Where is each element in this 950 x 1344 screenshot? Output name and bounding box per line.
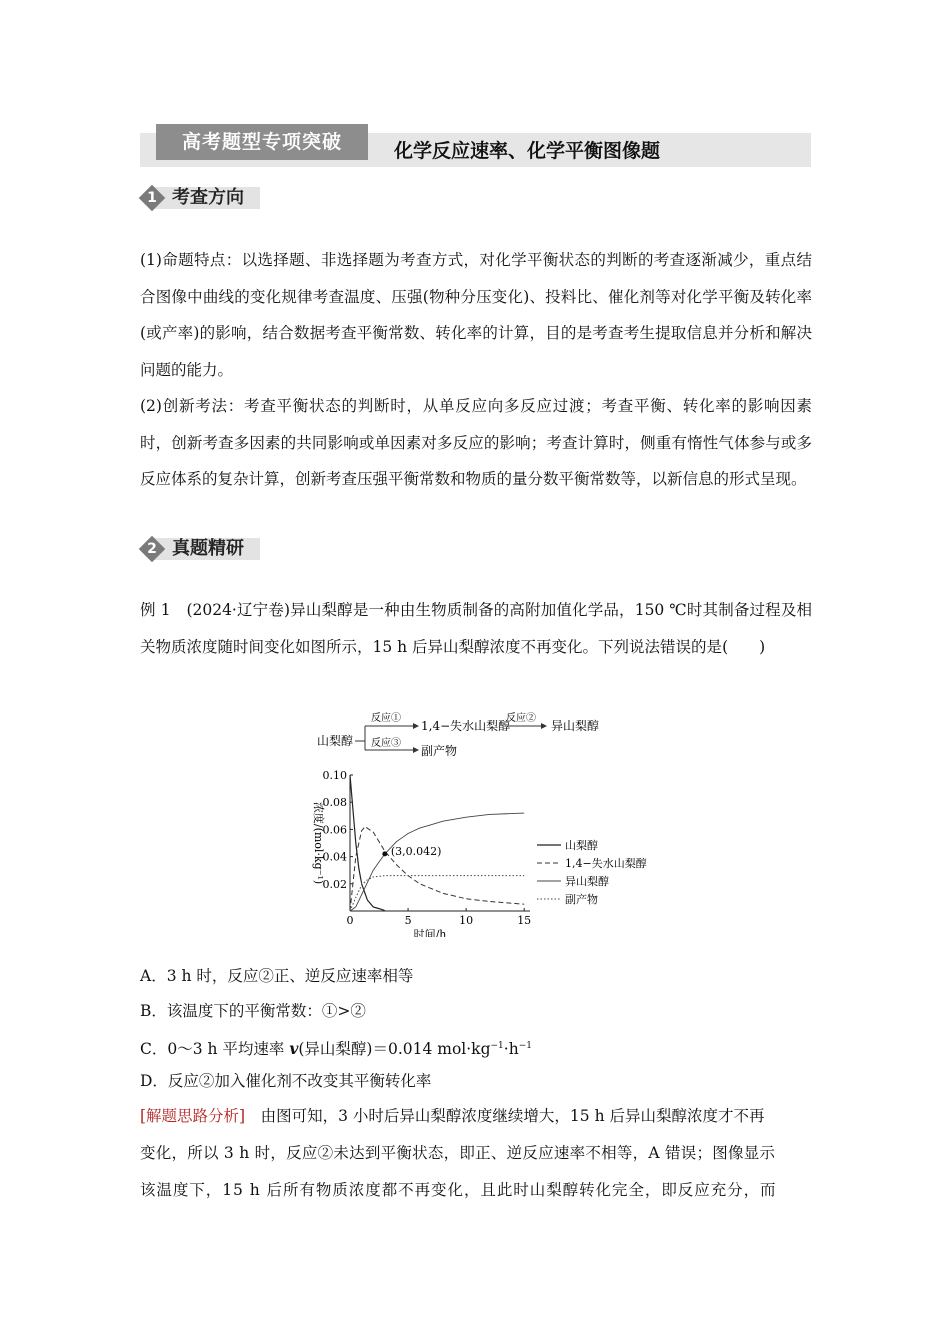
y-tick-label: 0.04 bbox=[322, 850, 347, 864]
y-tick-label: 0.02 bbox=[322, 877, 347, 891]
analysis-label: [解题思路分析] bbox=[140, 1107, 246, 1125]
scheme-arrowhead-3 bbox=[413, 747, 419, 753]
scheme-r3: 反应③ bbox=[371, 738, 401, 749]
option-d: D．反应②加入催化剂不改变其平衡转化率 bbox=[140, 1072, 432, 1090]
example-label: 例 1 bbox=[140, 601, 171, 619]
y-tick-label: 0.06 bbox=[322, 823, 347, 837]
x-tick-label: 10 bbox=[459, 914, 474, 927]
series-line-3 bbox=[350, 813, 524, 911]
x-axis-label: 时间/h bbox=[413, 928, 447, 937]
scheme-arrowhead-2 bbox=[541, 723, 547, 729]
annotation-point bbox=[382, 851, 387, 856]
header-tag: 高考题型专项突破 bbox=[156, 124, 368, 160]
chart-series bbox=[350, 775, 524, 911]
option-c-prefix: C．0～3 h 平均速率 bbox=[140, 1040, 290, 1059]
option-c-v: v bbox=[289, 1039, 299, 1059]
series-line-2 bbox=[350, 827, 524, 911]
figure bbox=[305, 705, 665, 937]
example-text: 异山梨醇是一种由生物质制备的高附加值化学品，150 ℃时其制备过程及相关物质浓度随时间变化如图所示，15 h 后异山梨醇浓度不再变化。下列说法错误的是( ) bbox=[140, 601, 812, 656]
chart-legend bbox=[537, 838, 647, 906]
section-label: 真题精研 bbox=[172, 538, 244, 559]
section-number: 1 bbox=[147, 190, 157, 206]
paragraph-2: (2)创新考法：考查平衡状态的判断时，从单反应向多反应过渡；考查平衡、转化率的影响因素时，创新考查多因素的共同影响或单因素对多反应的影响；考查计算时，侧重有惰性气体参与或多反应体系的复杂计算，创新考查压强平衡常数和物质的量分数平衡常数等，以新信息的形式呈现。 bbox=[140, 397, 812, 488]
section-number: 2 bbox=[147, 541, 157, 557]
option-c-sup2: −1 bbox=[518, 1041, 532, 1051]
analysis-line-3: 该温度下，15 h 后所有物质浓度都不再变化，且此时山梨醇转化完全，即反应充分，而 bbox=[140, 1181, 777, 1199]
scheme-r2: 反应② bbox=[506, 713, 536, 724]
legend-label-1: 山梨醇 bbox=[565, 839, 598, 852]
section-heading-2 bbox=[140, 537, 260, 561]
x-tick-label: 5 bbox=[404, 914, 412, 927]
analysis-text-1: 由图可知，3 小时后异山梨醇浓度继续增大，15 h 后异山梨醇浓度才不再 bbox=[260, 1107, 765, 1125]
y-tick-label: 0.08 bbox=[322, 796, 347, 810]
scheme-r1: 反应① bbox=[371, 713, 401, 724]
legend-label-2: 1,4−失水山梨醇 bbox=[565, 857, 647, 870]
option-b: B．该温度下的平衡常数：①>② bbox=[140, 1002, 366, 1020]
legend-label-4: 副产物 bbox=[565, 893, 598, 906]
scheme-side: 副产物 bbox=[421, 744, 458, 758]
page-title: 化学反应速率、化学平衡图像题 bbox=[394, 140, 661, 162]
option-c-mid2: ·h bbox=[503, 1040, 519, 1059]
scheme-mid: 1,4−失水山梨醇 bbox=[421, 719, 511, 733]
option-c bbox=[140, 1035, 532, 1060]
scheme-arrowhead-1 bbox=[413, 723, 419, 729]
x-tick-label: 0 bbox=[346, 914, 354, 927]
annotation-label: (3,0.042) bbox=[390, 844, 442, 858]
series-line-4 bbox=[350, 876, 524, 911]
section-heading-1 bbox=[140, 186, 260, 210]
y-tick-label: 0.10 bbox=[322, 769, 347, 782]
section-label: 考查方向 bbox=[172, 187, 244, 208]
scheme-start: 山梨醇 bbox=[317, 734, 354, 748]
example-source: (2024·辽宁卷) bbox=[186, 601, 291, 619]
legend-label-3: 异山梨醇 bbox=[565, 875, 609, 888]
x-tick-label: 15 bbox=[517, 914, 532, 927]
y-axis-label: 浓度/(mol·kg⁻¹) bbox=[312, 801, 325, 885]
example-question bbox=[140, 592, 812, 665]
scheme-product: 异山梨醇 bbox=[551, 719, 600, 733]
option-c-sup1: −1 bbox=[490, 1041, 504, 1051]
analysis-line-2: 变化，所以 3 h 时，反应②未达到平衡状态，即正、逆反应速率不相等，A 错误；图像显示 bbox=[140, 1144, 776, 1162]
option-c-mid: (异山梨醇)＝0.014 mol·kg bbox=[298, 1040, 491, 1059]
analysis-line-1 bbox=[140, 1105, 764, 1127]
option-a: A．3 h 时，反应②正、逆反应速率相等 bbox=[140, 967, 414, 985]
paragraph-1: (1)命题特点：以选择题、非选择题为考查方式，对化学平衡状态的判断的考查逐渐减少，重点结合图像中曲线的变化规律考查温度、压强(物种分压变化)、投料比、催化剂等对化学平衡及转化率(或产率)的影响，结合数据考查平衡常数、转化率的计算，目的是考查考生提取信息并分析和解决问题的能力。 bbox=[140, 251, 812, 379]
concentration-chart bbox=[305, 705, 665, 937]
